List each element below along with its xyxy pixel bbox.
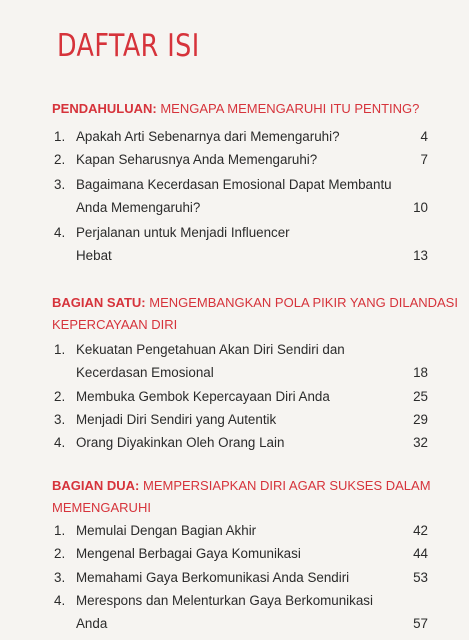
item-page: 13 xyxy=(413,248,428,263)
section-heading xyxy=(52,475,431,497)
item-page: 4 xyxy=(420,129,428,144)
item-title-cont: Kecerdasan Emosional xyxy=(76,365,214,380)
item-number: 1. xyxy=(54,523,66,538)
toc-item[interactable] xyxy=(52,389,428,409)
section-heading-bold: BAGIAN DUA: xyxy=(52,478,140,493)
item-title-cont: Hebat xyxy=(76,248,112,263)
item-title: Memahami Gaya Berkomunikasi Anda Sendiri xyxy=(76,570,350,585)
section-heading-text: MENGEMBANGKAN POLA PIKIR YANG DILANDASI xyxy=(145,295,458,310)
item-page: 32 xyxy=(413,435,428,450)
item-number: 4. xyxy=(54,593,66,608)
item-number: 3. xyxy=(54,570,66,585)
section-heading xyxy=(52,98,419,120)
section-heading xyxy=(52,292,458,314)
item-page: 57 xyxy=(413,616,428,631)
toc-item[interactable] xyxy=(52,152,428,172)
item-page: 7 xyxy=(420,152,428,167)
section-heading-text: MEMPERSIAPKAN DIRI AGAR SUKSES DALAM xyxy=(139,478,431,493)
item-title: Kapan Seharusnya Anda Memengaruhi? xyxy=(76,152,318,167)
toc-item[interactable] xyxy=(52,546,428,566)
section-heading-text: MENGAPA MEMENGARUHI ITU PENTING? xyxy=(156,101,420,116)
item-page: 44 xyxy=(413,546,428,561)
item-title: Membuka Gembok Kepercayaan Diri Anda xyxy=(76,389,330,404)
section-heading-bold: BAGIAN SATU: xyxy=(52,295,146,310)
item-page: 29 xyxy=(413,412,428,427)
toc-item[interactable] xyxy=(52,412,428,432)
item-title: Perjalanan untuk Menjadi Influencer xyxy=(76,225,290,240)
toc-item[interactable] xyxy=(52,435,428,455)
toc-item[interactable] xyxy=(52,342,428,386)
toc-item[interactable] xyxy=(52,593,428,637)
item-title: Merespons dan Melenturkan Gaya Berkomunikasi xyxy=(76,593,373,608)
item-page: 53 xyxy=(413,570,428,585)
item-number: 3. xyxy=(54,177,66,192)
toc-item[interactable] xyxy=(52,523,428,543)
item-number: 2. xyxy=(54,389,66,404)
item-page: 42 xyxy=(413,523,428,538)
item-number: 4. xyxy=(54,225,66,240)
item-title: Menjadi Diri Sendiri yang Autentik xyxy=(76,412,277,427)
page-title: DAFTAR ISI xyxy=(57,28,200,64)
item-title: Mengenal Berbagai Gaya Komunikasi xyxy=(76,546,301,561)
item-number: 1. xyxy=(54,129,66,144)
item-title: Orang Diyakinkan Oleh Orang Lain xyxy=(76,435,285,450)
section-heading-bold: PENDAHULUAN: xyxy=(52,101,157,116)
item-page: 18 xyxy=(413,365,428,380)
section-heading-line2: MEMENGARUHI xyxy=(52,500,151,515)
toc-item[interactable] xyxy=(52,570,428,590)
item-title: Apakah Arti Sebenarnya dari Memengaruhi? xyxy=(76,129,340,144)
item-page: 25 xyxy=(413,389,428,404)
item-number: 2. xyxy=(54,546,66,561)
toc-item[interactable] xyxy=(52,177,428,221)
item-number: 2. xyxy=(54,152,66,167)
toc-item[interactable] xyxy=(52,129,428,149)
item-title: Kekuatan Pengetahuan Akan Diri Sendiri dan xyxy=(76,342,345,357)
section-heading-line2: KEPERCAYAAN DIRI xyxy=(52,317,178,332)
item-page: 10 xyxy=(413,200,428,215)
item-title-cont: Anda Memengaruhi? xyxy=(76,200,201,215)
item-number: 4. xyxy=(54,435,66,450)
item-number: 3. xyxy=(54,412,66,427)
item-title-cont: Anda xyxy=(76,616,108,631)
item-number: 1. xyxy=(54,342,66,357)
item-title: Memulai Dengan Bagian Akhir xyxy=(76,523,257,538)
item-title: Bagaimana Kecerdasan Emosional Dapat Membantu xyxy=(76,177,392,192)
toc-item[interactable] xyxy=(52,225,428,269)
